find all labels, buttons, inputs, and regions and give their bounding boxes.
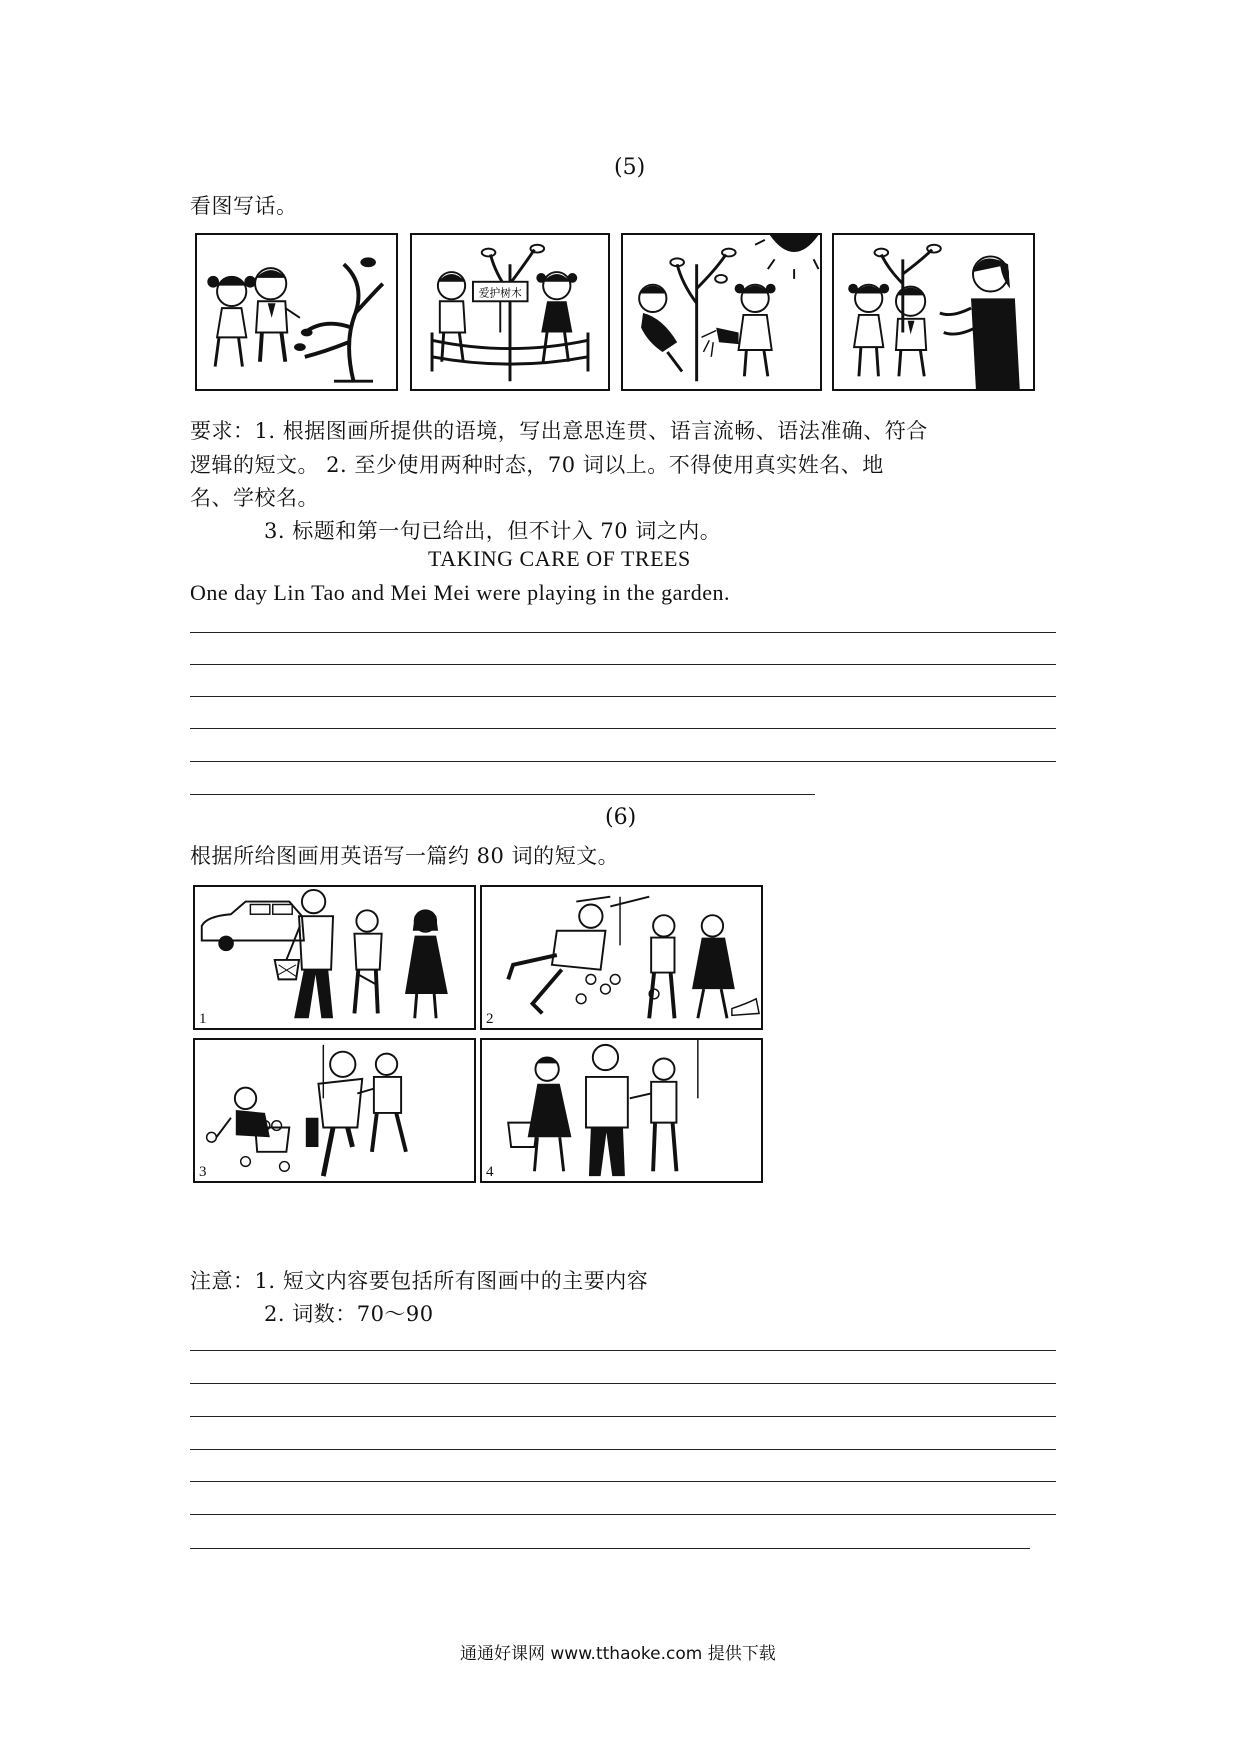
requirement-line-2: 逻辑的短文。 2. 至少使用两种时态，70 词以上。不得使用真实姓名、地 — [190, 453, 884, 477]
requirement-line-1: 要求：1. 根据图画所提供的语境，写出意思连贯、语言流畅、语法准确、符合 — [190, 419, 928, 443]
man-and-children-on-street-illustration — [195, 887, 474, 1028]
comic-panel-6-1 — [193, 885, 476, 1030]
writing-line[interactable] — [190, 1383, 1056, 1384]
comic-panel-6-2 — [480, 885, 763, 1030]
panel-number: 3 — [199, 1164, 207, 1180]
requirement-line-3: 名、学校名。 — [190, 486, 319, 510]
note-line-1: 注意：1. 短文内容要包括所有图画中的主要内容 — [190, 1269, 649, 1293]
children-helping-man-illustration — [195, 1040, 474, 1181]
writing-line[interactable] — [190, 1350, 1056, 1351]
comic-panel-5-1 — [195, 233, 398, 391]
writing-line[interactable] — [190, 761, 1056, 762]
writing-line[interactable] — [190, 1416, 1056, 1417]
comic-panel-6-4 — [480, 1038, 763, 1183]
panel-number: 2 — [486, 1011, 494, 1027]
writing-line[interactable] — [190, 696, 1056, 697]
man-slipping-and-falling-illustration — [482, 887, 761, 1028]
children-putting-up-sign-illustration — [412, 235, 608, 389]
essay-first-sentence: One day Lin Tao and Mei Mei were playing in the garden. — [190, 580, 730, 605]
note-line-2: 2. 词数：70～90 — [264, 1302, 434, 1326]
writing-line[interactable] — [190, 1481, 1056, 1482]
children-watering-tree-illustration — [623, 235, 820, 389]
section-6-instruction: 根据所给图画用英语写一篇约 80 词的短文。 — [190, 844, 620, 868]
writing-line[interactable] — [190, 664, 1056, 665]
tree-sign-text: 爱护树木 — [478, 286, 522, 300]
children-near-broken-tree-illustration — [197, 235, 396, 389]
page-footer: 通通好课网 www.tthaoke.com 提供下载 — [460, 1644, 776, 1664]
section-6-number: (6) — [605, 805, 637, 830]
writing-line[interactable] — [190, 794, 815, 795]
panel-number: 1 — [199, 1011, 207, 1027]
section-5-instruction: 看图写话。 — [190, 194, 298, 218]
writing-line[interactable] — [190, 1514, 1056, 1515]
panel-number: 4 — [486, 1164, 494, 1180]
writing-line[interactable] — [190, 632, 1056, 633]
essay-title: TAKING CARE OF TREES — [428, 546, 691, 571]
writing-line[interactable] — [190, 1449, 1056, 1450]
children-and-man-standing-illustration — [482, 1040, 761, 1181]
comic-panel-5-2 — [410, 233, 610, 391]
teacher-praising-children-illustration — [834, 235, 1033, 389]
writing-line[interactable] — [190, 1548, 1030, 1549]
comic-panel-6-3 — [193, 1038, 476, 1183]
section-5-number: (5) — [614, 155, 646, 180]
comic-panel-5-4 — [832, 233, 1035, 391]
writing-line[interactable] — [190, 728, 1056, 729]
comic-panel-5-3 — [621, 233, 822, 391]
requirement-line-4: 3. 标题和第一句已给出，但不计入 70 词之内。 — [264, 519, 722, 543]
